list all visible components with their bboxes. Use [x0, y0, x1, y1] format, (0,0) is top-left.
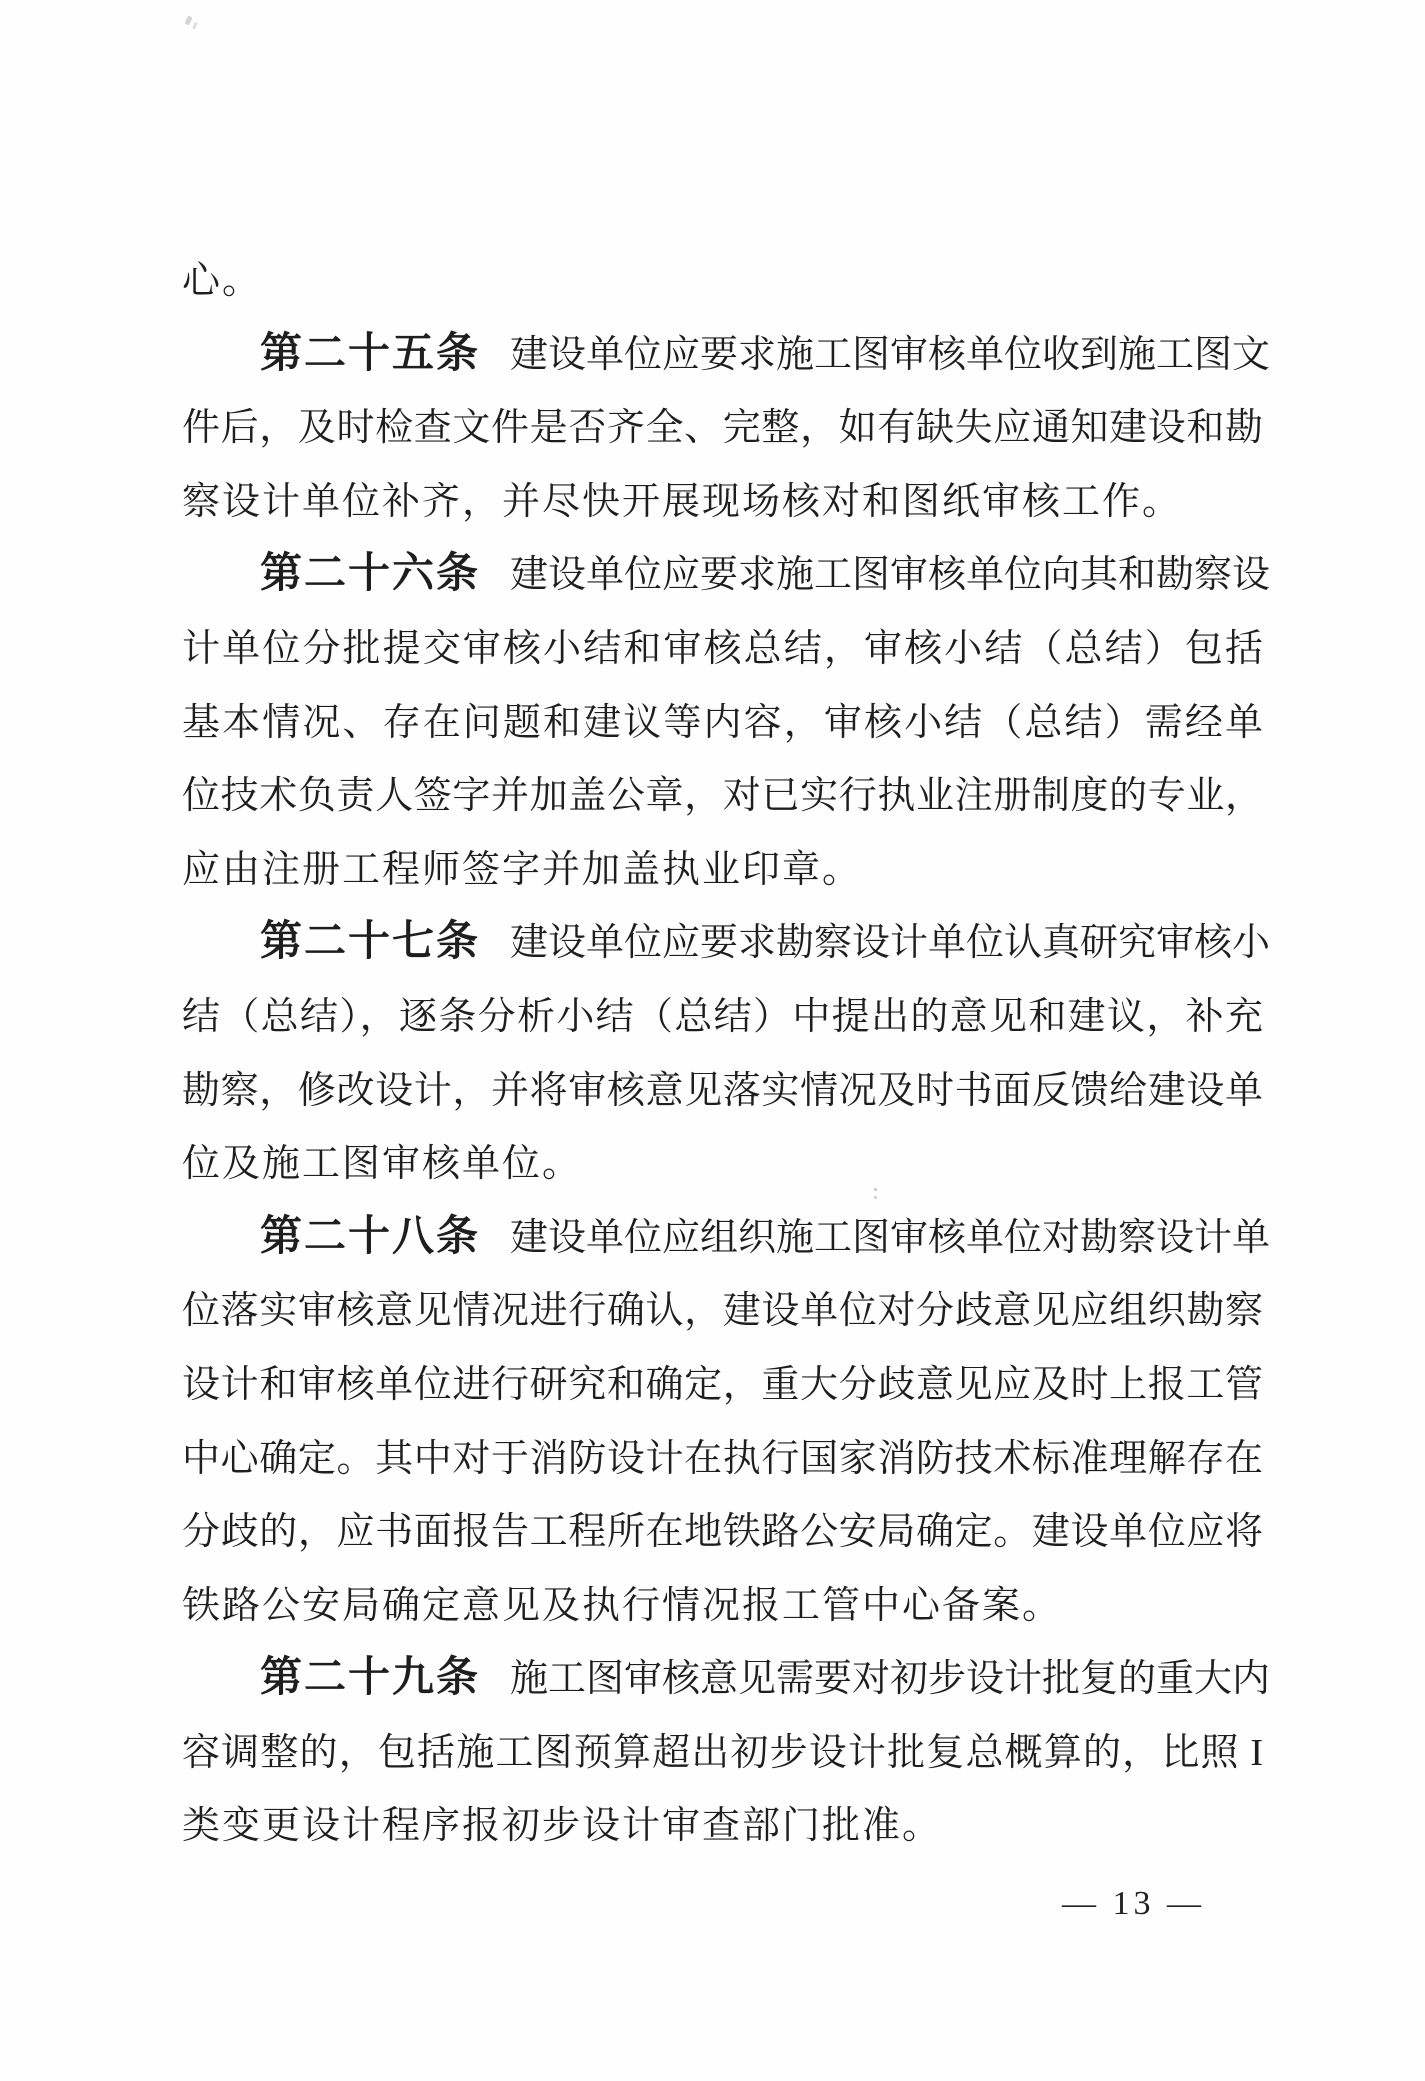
article-28-first-line [182, 1202, 1271, 1276]
article-26-first-line [182, 539, 1271, 613]
text-line [182, 1790, 1263, 1864]
line-text: 应由注册工程师签字并加盖执业印章。 [182, 848, 863, 891]
line-text: 建设单位应组织施工图审核单位对勘察设计单 [510, 1216, 1271, 1259]
text-line [182, 1717, 1263, 1791]
line-text: 中心确定。其中对于消防设计在执行国家消防技术标准理解存在 [182, 1437, 1263, 1480]
text-line [182, 687, 1263, 761]
text-line [182, 466, 1263, 540]
line-text: 分歧的，应书面报告工程所在地铁路公安局确定。建设单位应将 [182, 1511, 1263, 1554]
document-body [182, 245, 1271, 1864]
article-number-heading: 第二十八条 [260, 1213, 481, 1260]
line-text: 设计和审核单位进行研究和确定，重大分歧意见应及时上报工管 [182, 1363, 1263, 1406]
text-line [182, 1055, 1263, 1129]
page-number: — 13 — [1062, 1885, 1205, 1922]
scan-artifact-speck [184, 15, 192, 25]
line-text: 计单位分批提交审核小结和审核总结，审核小结（总结）包括 [182, 627, 1263, 670]
article-number-heading: 第二十六条 [260, 551, 481, 598]
text-line [182, 1128, 1263, 1202]
line-text: 察设计单位补齐，并尽快开展现场核对和图纸审核工作。 [182, 480, 1183, 523]
line-text: 位及施工图审核单位。 [182, 1143, 583, 1186]
article-29-first-line [182, 1643, 1271, 1717]
line-text: 施工图审核意见需要对初步设计批复的重大内 [510, 1658, 1271, 1701]
text-line [182, 245, 1263, 319]
text-line [182, 1275, 1263, 1349]
text-line [182, 981, 1263, 1055]
text-line [182, 1496, 1263, 1570]
text-line [182, 760, 1263, 834]
text-line [182, 1570, 1263, 1644]
line-text: 勘察，修改设计，并将审核意见落实情况及时书面反馈给建设单 [182, 1069, 1263, 1112]
line-text: 容调整的，包括施工图预算超出初步设计批复总概算的，比照 I [182, 1731, 1263, 1774]
line-text: 位落实审核意见情况进行确认，建设单位对分歧意见应组织勘察 [182, 1290, 1263, 1333]
line-text: 件后，及时检查文件是否齐全、完整，如有缺失应通知建设和勘 [182, 407, 1263, 450]
text-line [182, 392, 1263, 466]
text-line [182, 834, 1263, 908]
article-number-heading: 第二十五条 [260, 330, 481, 377]
line-text: 建设单位应要求施工图审核单位收到施工图文 [510, 333, 1271, 376]
text-line [182, 1423, 1263, 1497]
line-text: 铁路公安局确定意见及执行情况报工管中心备案。 [182, 1584, 1063, 1627]
text-line [182, 613, 1263, 687]
line-text: 位技术负责人签字并加盖公章，对已实行执业注册制度的专业， [182, 775, 1263, 818]
line-text: 建设单位应要求施工图审核单位向其和勘察设 [510, 554, 1271, 597]
article-25-first-line [182, 319, 1271, 393]
line-text: 建设单位应要求勘察设计单位认真研究审核小 [510, 922, 1271, 965]
line-text: 基本情况、存在问题和建议等内容，审核小结（总结）需经单 [182, 701, 1263, 744]
article-27-first-line [182, 907, 1271, 981]
article-number-heading: 第二十九条 [260, 1655, 481, 1702]
article-number-heading: 第二十七条 [260, 919, 481, 966]
line-text: 结（总结），逐条分析小结（总结）中提出的意见和建议，补充 [182, 995, 1263, 1038]
line-text: 心。 [182, 260, 263, 302]
line-text: 类变更设计程序报初步设计审查部门批准。 [182, 1805, 943, 1848]
text-line [182, 1349, 1263, 1423]
